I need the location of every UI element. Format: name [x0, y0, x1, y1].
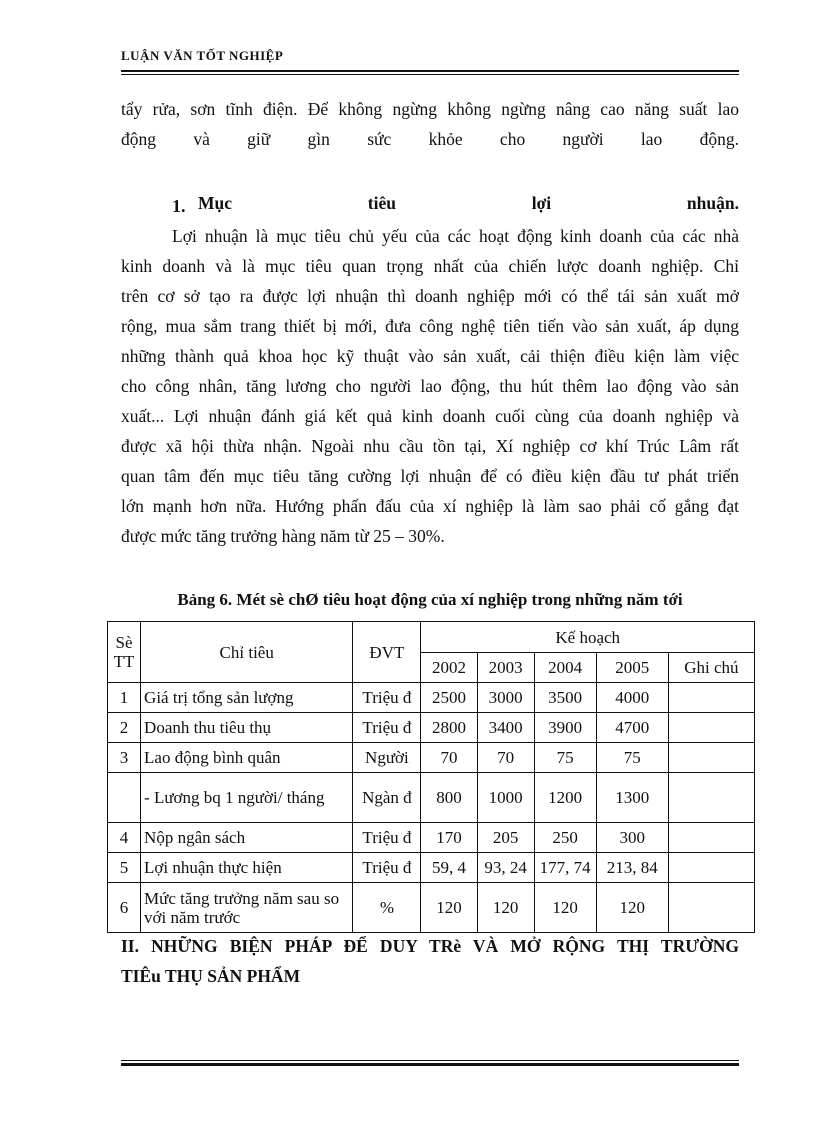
- table-caption: Bảng 6. Mét sè chØ tiêu hoạt động của xí nghiệp trong những năm tới: [177, 590, 683, 609]
- paragraph-line: cho công nhân, tăng lương cho người lao động, thu hút thêm lao động vào sản: [121, 376, 739, 396]
- cell-value: 3900: [534, 713, 596, 743]
- cell-value: 120: [534, 883, 596, 933]
- cell-value: 1000: [477, 773, 534, 823]
- cell-value: 205: [477, 823, 534, 853]
- cell-value: 3400: [477, 713, 534, 743]
- table-row: [108, 773, 755, 823]
- cell-unit: Triệu đ: [353, 683, 421, 713]
- footer-rule-thin: [121, 1060, 739, 1061]
- cell-value: 59, 4: [421, 853, 477, 883]
- header-year: 2005: [596, 653, 668, 683]
- header-year: 2002: [421, 653, 477, 683]
- cell-value: 70: [421, 743, 477, 773]
- cell-value: 4700: [596, 713, 668, 743]
- cell-stt: [108, 773, 141, 823]
- paragraph-line: Lợi nhuận là mục tiêu chủ yếu của các hoạt động kinh doanh của các nhà: [172, 226, 739, 246]
- cell-note: [668, 743, 754, 773]
- cell-unit: Ngàn đ: [353, 773, 421, 823]
- cell-note: [668, 773, 754, 823]
- cell-value: 120: [477, 883, 534, 933]
- section-heading: II. NHỮNG BIỆN PHÁP ĐỂ DUY TRè VÀ MỞ RỘNG THỊ TRƯỜNG: [121, 936, 739, 956]
- cell-value: 300: [596, 823, 668, 853]
- header-year: 2003: [477, 653, 534, 683]
- cell-value: 120: [596, 883, 668, 933]
- section-number: 1.: [172, 196, 186, 216]
- cell-note: [668, 713, 754, 743]
- cell-value: 2800: [421, 713, 477, 743]
- cell-name: Doanh thu tiêu thụ: [141, 713, 353, 743]
- cell-name: Giá trị tổng sản lượng: [141, 683, 353, 713]
- cell-unit: %: [353, 883, 421, 933]
- cell-note: [668, 853, 754, 883]
- cell-note: [668, 683, 754, 713]
- cell-value: 800: [421, 773, 477, 823]
- cell-value: 1300: [596, 773, 668, 823]
- cell-unit: Triệu đ: [353, 853, 421, 883]
- cell-note: [668, 883, 754, 933]
- cell-unit: Triệu đ: [353, 823, 421, 853]
- cell-value: 75: [534, 743, 596, 773]
- section-title: Mục tiêu lợi nhuận.: [198, 193, 739, 213]
- table-row: [108, 713, 755, 743]
- cell-value: 170: [421, 823, 477, 853]
- cell-name: Lao động bình quân: [141, 743, 353, 773]
- paragraph-line: quan tâm đến mục tiêu tăng cường lợi nhuận để có điều kiện đầu tư phát triển: [121, 466, 739, 486]
- cell-value: 213, 84: [596, 853, 668, 883]
- header-rule-thin: [121, 74, 739, 75]
- cell-stt: 3: [108, 743, 141, 773]
- footer-rule: [121, 1063, 739, 1066]
- cell-value: 2500: [421, 683, 477, 713]
- paragraph-line: tẩy rửa, sơn tĩnh điện. Để không ngừng không ngừng nâng cao năng suất lao: [121, 99, 739, 119]
- cell-stt: 6: [108, 883, 141, 933]
- cell-name: - Lương bq 1 người/ tháng: [141, 773, 353, 823]
- table-row: [108, 823, 755, 853]
- cell-value: 93, 24: [477, 853, 534, 883]
- header-year: 2004: [534, 653, 596, 683]
- paragraph-line: rộng, mua sắm trang thiết bị mới, đưa công nghệ tiên tiến vào sản xuất, áp dụng: [121, 316, 739, 336]
- header-chitieu: Chỉ tiêu: [141, 622, 353, 683]
- indicator-table: [107, 621, 755, 933]
- section-heading: TIÊu THỤ SẢN PHẨM: [121, 966, 301, 986]
- header-stt: Sè TT: [108, 622, 141, 683]
- cell-value: 4000: [596, 683, 668, 713]
- paragraph-line: lớn mạnh hơn nữa. Hướng phấn đấu của xí nghiệp là làm sao phải cố gắng đạt: [121, 496, 739, 516]
- table-row: [108, 853, 755, 883]
- cell-value: 1200: [534, 773, 596, 823]
- cell-name: Lợi nhuận thực hiện: [141, 853, 353, 883]
- cell-value: 3000: [477, 683, 534, 713]
- cell-value: 120: [421, 883, 477, 933]
- paragraph-line: được mức tăng trưởng hàng năm từ 25 – 30%.: [121, 526, 445, 546]
- paragraph-line: kinh doanh và là mục tiêu quan trọng nhất của chiến lược doanh nghiệp. Chỉ: [121, 256, 739, 276]
- header-kehoach: Kế hoạch: [421, 622, 755, 653]
- paragraph-line: động và giữ gìn sức khỏe cho người lao động.: [121, 129, 739, 149]
- cell-stt: 2: [108, 713, 141, 743]
- table-row: [108, 683, 755, 713]
- paragraph-line: được xã hội thừa nhận. Ngoài nhu cầu tồn tại, Xí nghiệp cơ khí Trúc Lâm rất: [121, 436, 739, 456]
- table-row: [108, 883, 755, 933]
- cell-name: Nộp ngân sách: [141, 823, 353, 853]
- cell-value: 250: [534, 823, 596, 853]
- cell-value: 75: [596, 743, 668, 773]
- cell-stt: 5: [108, 853, 141, 883]
- paragraph-line: xuất... Lợi nhuận đánh giá kết quả kinh doanh cuối cùng của doanh nghiệp và: [121, 406, 739, 426]
- cell-unit: Triệu đ: [353, 713, 421, 743]
- cell-stt: 1: [108, 683, 141, 713]
- cell-value: 70: [477, 743, 534, 773]
- cell-note: [668, 823, 754, 853]
- header-rule: [121, 70, 739, 72]
- header-dvt: ĐVT: [353, 622, 421, 683]
- cell-value: 177, 74: [534, 853, 596, 883]
- running-header: LUẬN VĂN TỐT NGHIỆP: [121, 48, 284, 63]
- paragraph-line: những thành quả khoa học kỹ thuật vào sản xuất, cải thiện điều kiện làm việc: [121, 346, 739, 366]
- paragraph-line: trên cơ sở tạo ra được lợi nhuận thì doanh nghiệp mới có thể tái sản xuất mở: [121, 286, 739, 306]
- cell-value: 3500: [534, 683, 596, 713]
- header-ghichu: Ghi chú: [668, 653, 754, 683]
- cell-name: Mức tăng trưởng năm sau so với năm trước: [141, 883, 353, 933]
- cell-unit: Người: [353, 743, 421, 773]
- cell-stt: 4: [108, 823, 141, 853]
- table-row: [108, 743, 755, 773]
